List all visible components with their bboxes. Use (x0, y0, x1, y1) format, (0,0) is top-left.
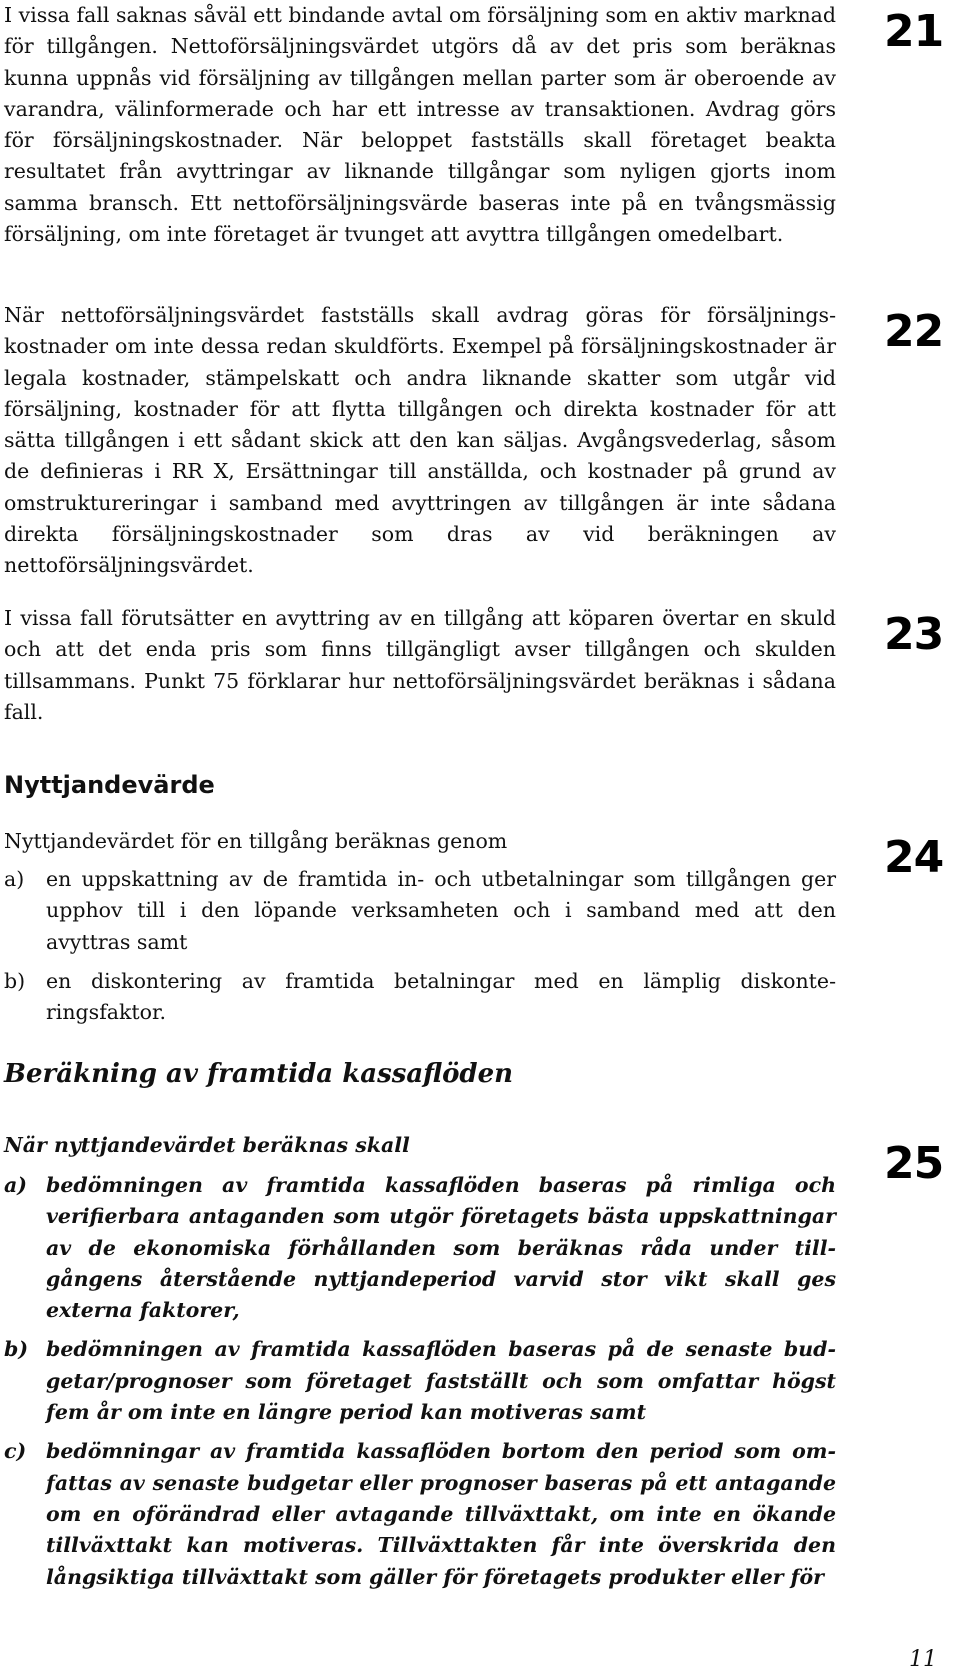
list-item (4, 1334, 836, 1428)
margin-number-22: 22 (884, 306, 944, 357)
section-heading-berakning: Beräkning av framtida kassaflöden (4, 1059, 514, 1089)
section-heading-nyttjandevarde: Nyttjandevärde (4, 771, 215, 799)
list-item-text: bedömningar av framtida kassaflöden bortom den period som omfattas av senaste budgetar eller prognoser baseras på ett antagande om en oförändrad eller avtagande tillväxttakt, om inte en ökande tillväxttakt kan motiveras. Tillväxttakten får inte överskrida den långsiktiga tillväxttakt som gäller för företagets produkter eller för (46, 1439, 836, 1589)
margin-number-21: 21 (884, 6, 944, 57)
list-24 (4, 864, 836, 1036)
paragraph-24-intro: Nyttjandevärdet för en tillgång beräknas genom (4, 829, 508, 853)
list-item (4, 966, 836, 1029)
list-marker: b) (4, 968, 26, 993)
margin-number-25: 25 (884, 1138, 944, 1189)
list-item (4, 864, 836, 958)
list-marker: a) (4, 867, 25, 891)
paragraph-22: När nettoförsäljningsvärdet fastställs skall avdrag göras för försäljningskostnader om inte dessa redan skuldförts. Exempel på försäljningskostnader är legala kostnader, stämpelskatt och andra liknande skatter som utgår vid försäljning, kostnader för att flytta tillgången och direkta kostnader för att sätta tillgången i ett sådant skick att den kan säljas. Avgångsvederlag, såsom de definieras i RR X, Ersättningar till anställda, och kostnader på grund av omstruktureringar i samband med avyttringen av tillgången är inte sådana direkta försäljningskostnader som dras av vid beräkningen av nettoförsäljningsvärdet. (4, 303, 836, 578)
paragraph-25-intro: När nyttjandevärdet beräknas skall (4, 1133, 410, 1157)
list-25 (4, 1170, 836, 1601)
list-item-text: en diskontering av framtida betalningar med en lämplig diskonteringsfaktor. (46, 968, 836, 1025)
paragraph-23: I vissa fall förutsätter en avyttring av en tillgång att köparen övertar en skuld och att det enda pris som finns tillgängligt avser tillgången och skulden tillsammans. Punkt 75 förklarar hur nettoförsäljningsvärdet beräknas i sådana fall. (4, 606, 836, 724)
margin-number-23: 23 (884, 609, 944, 660)
list-item (4, 1170, 836, 1326)
paragraph-21: I vissa fall saknas såväl ett bindande avtal om försäljning som en aktiv marknad för tillgången. Nettoförsäljningsvärdet utgörs då av det pris som beräknas kunna uppnås vid försäljning av tillgången mellan parter som är oberoende av varandra, välinformerade och har ett intresse av transaktionen. Avdrag görs för försäljningskostnader. När beloppet fastställs skall företaget beakta resultatet från avyttringar av liknande tillgångar som nyligen gjorts inom samma bransch. Ett nettoförsäljningsvärde baseras inte på en tvångsmässig försäljning, om inte företaget är tvunget att avyttra tillgången omedelbart. (4, 3, 836, 247)
list-marker: c) (4, 1439, 27, 1464)
list-marker: b) (4, 1337, 29, 1362)
margin-number-24: 24 (884, 832, 944, 883)
page-number: 11 (909, 1647, 937, 1672)
list-item-text: bedömningen av framtida kassaflöden baseras på de senaste budgetar/prognoser som företaget fastställt och som omfattar högst fem år om inte en längre period kan motiveras samt (46, 1337, 836, 1425)
list-item (4, 1436, 836, 1592)
list-marker: a) (4, 1173, 27, 1197)
list-item-text: bedömningen av framtida kassaflöden baseras på rimliga och verifierbara antaganden som utgör företagets bästa uppskattningar av de ekonomiska förhållanden som beräknas råda under tillgångens återstående nyttjandeperiod varvid stor vikt skall ges externa faktorer, (46, 1173, 836, 1323)
list-item-text: en uppskattning av de framtida in- och utbetalningar som tillgången ger upphov till i den löpande verksamheten och i samband med att den avyttras samt (46, 867, 836, 954)
